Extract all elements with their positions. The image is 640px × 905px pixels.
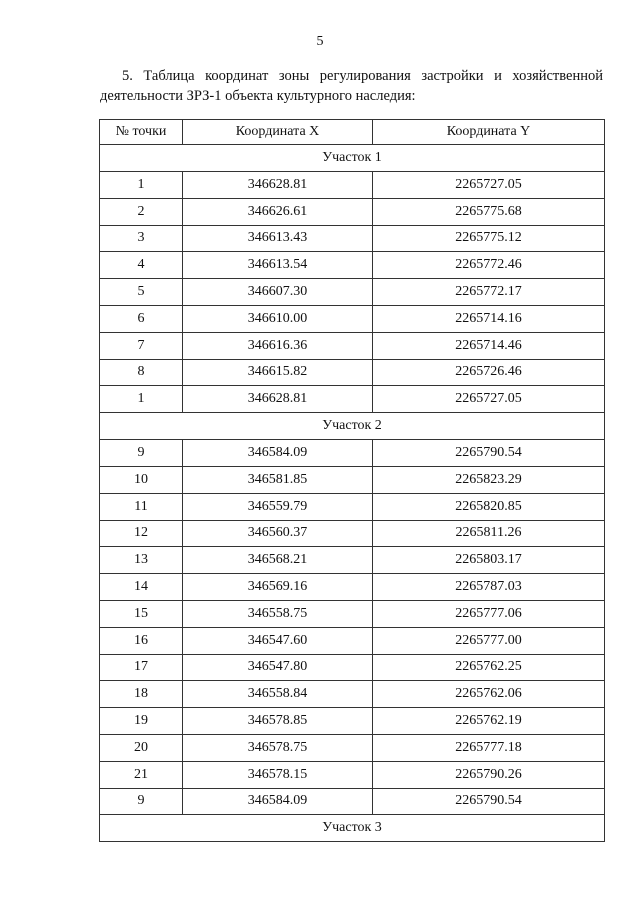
column-header-point-number: № точки [100, 120, 183, 145]
coordinate-x-cell: 346613.54 [183, 252, 373, 279]
section-row [100, 413, 605, 440]
coordinate-y-cell: 2265811.26 [373, 520, 605, 547]
table-row [100, 225, 605, 252]
point-number-cell: 2 [100, 198, 183, 225]
point-number-cell: 13 [100, 547, 183, 574]
coordinate-y-cell: 2265727.05 [373, 386, 605, 413]
coordinate-x-cell: 346626.61 [183, 198, 373, 225]
coordinate-x-cell: 346584.09 [183, 440, 373, 467]
coordinate-x-cell: 346581.85 [183, 466, 373, 493]
point-number-cell: 1 [100, 386, 183, 413]
section-title: Участок 3 [100, 815, 605, 842]
coordinate-y-cell: 2265777.18 [373, 734, 605, 761]
table-row [100, 734, 605, 761]
coordinate-y-cell: 2265777.00 [373, 627, 605, 654]
coordinate-x-cell: 346568.21 [183, 547, 373, 574]
point-number-cell: 8 [100, 359, 183, 386]
point-number-cell: 3 [100, 225, 183, 252]
coordinate-x-cell: 346578.15 [183, 761, 373, 788]
coordinate-y-cell: 2265820.85 [373, 493, 605, 520]
table-row [100, 520, 605, 547]
table-row [100, 386, 605, 413]
coordinate-x-cell: 346610.00 [183, 305, 373, 332]
coordinate-x-cell: 346628.81 [183, 172, 373, 199]
point-number-cell: 19 [100, 708, 183, 735]
table-row [100, 788, 605, 815]
point-number-cell: 9 [100, 440, 183, 467]
section-title: Участок 1 [100, 145, 605, 172]
coordinate-y-cell: 2265790.54 [373, 440, 605, 467]
table-row [100, 547, 605, 574]
table-row [100, 332, 605, 359]
coordinate-x-cell: 346615.82 [183, 359, 373, 386]
page-number: 5 [316, 34, 324, 49]
table-row [100, 574, 605, 601]
table-row [100, 493, 605, 520]
point-number-cell: 4 [100, 252, 183, 279]
coordinate-y-cell: 2265727.05 [373, 172, 605, 199]
point-number-cell: 18 [100, 681, 183, 708]
coordinate-x-cell: 346560.37 [183, 520, 373, 547]
table-row [100, 252, 605, 279]
coordinate-x-cell: 346584.09 [183, 788, 373, 815]
table-row [100, 600, 605, 627]
coordinate-x-cell: 346607.30 [183, 279, 373, 306]
table-row [100, 305, 605, 332]
coordinate-y-cell: 2265787.03 [373, 574, 605, 601]
table-row [100, 359, 605, 386]
table-caption-text: 5. Таблица координат зоны регулирования застройки и хозяйственной деятельности ЗРЗ-1 объекта культурного наследия: [100, 68, 603, 104]
column-header-coordinate-y: Координата Y [373, 120, 605, 145]
coordinate-y-cell: 2265777.06 [373, 600, 605, 627]
section-title: Участок 2 [100, 413, 605, 440]
table-row [100, 440, 605, 467]
coordinate-x-cell: 346616.36 [183, 332, 373, 359]
coordinate-y-cell: 2265714.46 [373, 332, 605, 359]
coordinate-x-cell: 346578.75 [183, 734, 373, 761]
table-row [100, 198, 605, 225]
table-row [100, 761, 605, 788]
coordinate-y-cell: 2265775.12 [373, 225, 605, 252]
point-number-cell: 9 [100, 788, 183, 815]
coordinate-y-cell: 2265823.29 [373, 466, 605, 493]
point-number-cell: 20 [100, 734, 183, 761]
table-row [100, 654, 605, 681]
coordinate-y-cell: 2265762.25 [373, 654, 605, 681]
point-number-cell: 21 [100, 761, 183, 788]
point-number-cell: 1 [100, 172, 183, 199]
table-body [100, 145, 605, 842]
coordinate-y-cell: 2265803.17 [373, 547, 605, 574]
coordinate-y-cell: 2265790.26 [373, 761, 605, 788]
table-header-row [100, 120, 605, 145]
coordinate-y-cell: 2265762.06 [373, 681, 605, 708]
table-row [100, 708, 605, 735]
point-number-cell: 10 [100, 466, 183, 493]
table-caption [100, 66, 603, 106]
coordinate-y-cell: 2265714.16 [373, 305, 605, 332]
coordinates-table [99, 119, 605, 842]
coordinate-x-cell: 346569.16 [183, 574, 373, 601]
table-row [100, 172, 605, 199]
point-number-cell: 15 [100, 600, 183, 627]
column-header-coordinate-x: Координата X [183, 120, 373, 145]
section-row [100, 145, 605, 172]
point-number-cell: 7 [100, 332, 183, 359]
table-row [100, 466, 605, 493]
coordinate-y-cell: 2265772.17 [373, 279, 605, 306]
coordinate-x-cell: 346559.79 [183, 493, 373, 520]
table-row [100, 627, 605, 654]
coordinate-x-cell: 346547.80 [183, 654, 373, 681]
point-number-cell: 6 [100, 305, 183, 332]
section-row [100, 815, 605, 842]
coordinate-x-cell: 346578.85 [183, 708, 373, 735]
coordinate-y-cell: 2265772.46 [373, 252, 605, 279]
table-row [100, 681, 605, 708]
table-row [100, 279, 605, 306]
coordinate-x-cell: 346558.84 [183, 681, 373, 708]
point-number-cell: 5 [100, 279, 183, 306]
coordinate-x-cell: 346547.60 [183, 627, 373, 654]
point-number-cell: 16 [100, 627, 183, 654]
point-number-cell: 17 [100, 654, 183, 681]
coordinate-x-cell: 346628.81 [183, 386, 373, 413]
point-number-cell: 11 [100, 493, 183, 520]
coordinate-x-cell: 346613.43 [183, 225, 373, 252]
point-number-cell: 14 [100, 574, 183, 601]
point-number-cell: 12 [100, 520, 183, 547]
coordinate-x-cell: 346558.75 [183, 600, 373, 627]
coordinate-y-cell: 2265775.68 [373, 198, 605, 225]
coordinate-y-cell: 2265726.46 [373, 359, 605, 386]
coordinate-y-cell: 2265790.54 [373, 788, 605, 815]
coordinate-y-cell: 2265762.19 [373, 708, 605, 735]
